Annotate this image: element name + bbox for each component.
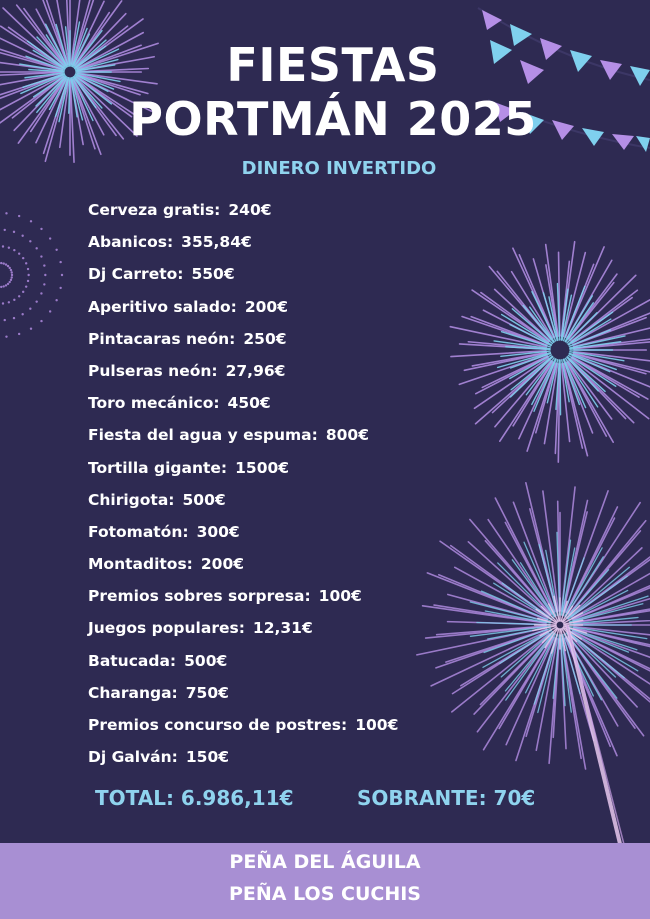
item-label: Premios sobres sorpresa: bbox=[88, 587, 311, 606]
firework-icon bbox=[417, 483, 650, 769]
item-amount: 500€ bbox=[184, 651, 228, 670]
list-item bbox=[88, 196, 398, 228]
item-label: Batucada: bbox=[88, 651, 177, 670]
list-item bbox=[88, 518, 398, 550]
item-label: Fiesta del agua y espuma: bbox=[88, 426, 318, 445]
list-item bbox=[88, 743, 398, 775]
item-label: Dj Galván: bbox=[88, 748, 178, 767]
item-label: Chirigota: bbox=[88, 490, 175, 509]
item-amount: 750€ bbox=[185, 683, 229, 702]
list-item bbox=[88, 260, 398, 292]
list-item bbox=[88, 679, 398, 711]
item-label: Abanicos: bbox=[88, 233, 174, 252]
remaining-amount: SOBRANTE: 70€ bbox=[357, 786, 536, 810]
item-label: Dj Carreto: bbox=[88, 265, 184, 284]
item-label: Pulseras neón: bbox=[88, 361, 218, 380]
item-amount: 550€ bbox=[191, 265, 235, 284]
item-amount: 240€ bbox=[228, 201, 272, 219]
list-item bbox=[88, 550, 398, 582]
item-amount: 1500€ bbox=[235, 458, 290, 477]
expense-list bbox=[88, 196, 398, 775]
item-amount: 500€ bbox=[182, 490, 226, 509]
item-label: Cerveza gratis: bbox=[88, 201, 221, 219]
item-amount: 150€ bbox=[185, 748, 230, 767]
item-label: Toro mecánico: bbox=[88, 394, 220, 413]
item-label: Aperitivo salado: bbox=[88, 297, 237, 316]
list-item bbox=[88, 582, 398, 614]
item-amount: 450€ bbox=[227, 394, 271, 413]
firework-icon bbox=[450, 242, 650, 462]
list-item bbox=[88, 325, 398, 357]
item-amount: 100€ bbox=[318, 587, 362, 606]
footer-band bbox=[0, 843, 650, 919]
item-label: Pintacaras neón: bbox=[88, 329, 236, 348]
firework-icon bbox=[0, 212, 63, 338]
list-item bbox=[88, 614, 398, 646]
list-item bbox=[88, 647, 398, 679]
item-amount: 800€ bbox=[325, 426, 369, 445]
item-amount: 200€ bbox=[244, 297, 288, 316]
item-amount: 100€ bbox=[355, 716, 399, 734]
subtitle: DINERO INVERTIDO bbox=[241, 158, 437, 179]
item-amount: 27,96€ bbox=[225, 361, 286, 380]
list-item bbox=[88, 228, 398, 260]
page-title-line2: PORTMÁN 2025 bbox=[129, 92, 537, 146]
list-item bbox=[88, 711, 398, 743]
list-item bbox=[88, 357, 398, 389]
item-amount: 355,84€ bbox=[181, 233, 252, 252]
list-item bbox=[88, 293, 398, 325]
item-amount: 12,31€ bbox=[252, 619, 313, 638]
footer-line2: PEÑA LOS CUCHIS bbox=[229, 883, 421, 905]
list-item bbox=[88, 486, 398, 518]
item-label: Juegos populares: bbox=[88, 619, 245, 638]
item-amount: 250€ bbox=[243, 329, 287, 348]
footer-line1: PEÑA DEL ÁGUILA bbox=[229, 851, 421, 873]
item-label: Montaditos: bbox=[88, 555, 193, 574]
page-title-line1: FIESTAS bbox=[226, 38, 440, 92]
list-item bbox=[88, 454, 398, 486]
total-amount: TOTAL: 6.986,11€ bbox=[95, 786, 294, 810]
item-amount: 300€ bbox=[196, 522, 240, 541]
item-label: Premios concurso de postres: bbox=[88, 716, 348, 734]
list-item bbox=[88, 421, 398, 453]
list-item bbox=[88, 389, 398, 421]
item-amount: 200€ bbox=[200, 555, 245, 574]
item-label: Charanga: bbox=[88, 683, 178, 702]
item-label: Tortilla gigante: bbox=[88, 458, 228, 477]
item-label: Fotomatón: bbox=[88, 522, 189, 541]
